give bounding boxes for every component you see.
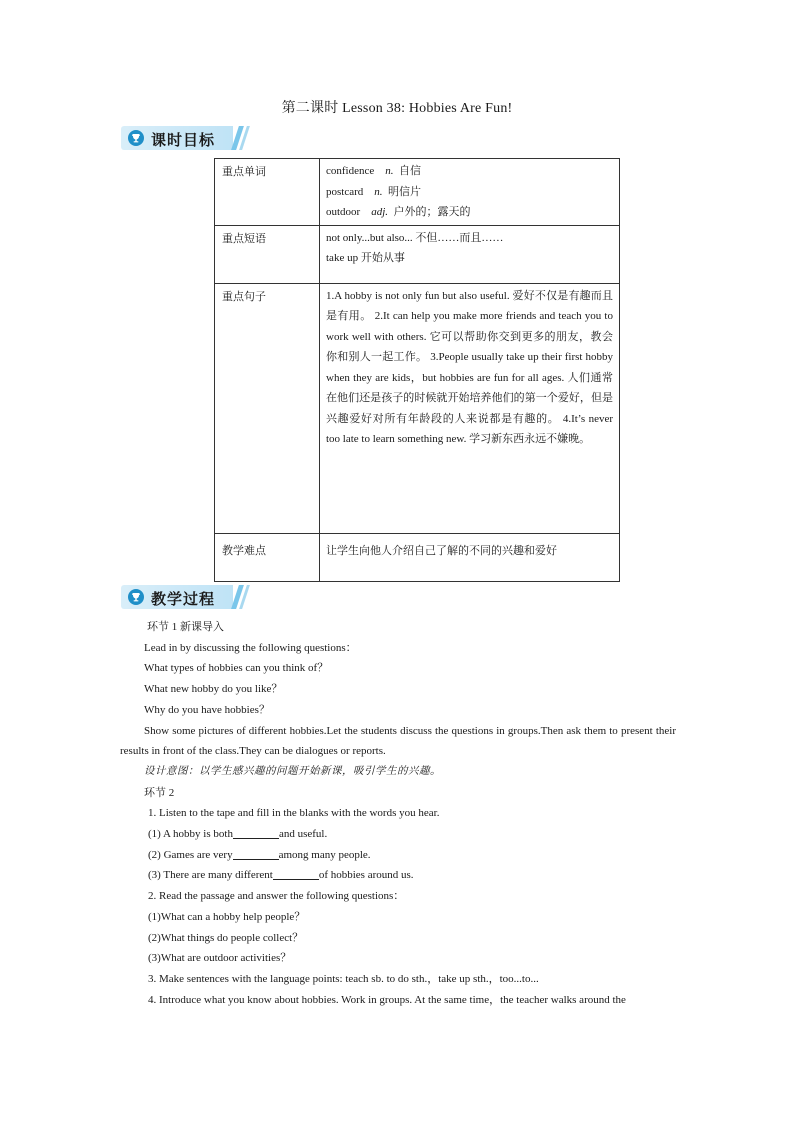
section-banner-process: [121, 585, 245, 609]
step2-title: 环节 2: [144, 786, 175, 799]
read-question: (2)What things do people collect？: [148, 931, 304, 944]
question: What types of hobbies can you think of？: [144, 662, 329, 675]
answer-blank: [233, 848, 279, 860]
lead-in: Lead in by discussing the following questions：: [144, 641, 357, 654]
blank-item: (3) There are many different of hobbies around us.: [148, 869, 414, 882]
table-row: [215, 225, 620, 283]
read-task: 2. Read the passage and answer the following questions：: [148, 890, 405, 903]
blank-item: (1) A hobby is both and useful.: [148, 828, 328, 841]
section-banner-goals: [121, 126, 245, 150]
row-value: 让学生向他人介绍自己了解的不同的兴趣和爱好: [320, 533, 620, 581]
table-row: [215, 283, 620, 533]
make-task: 3. Make sentences with the language points: teach sb. to do sth.，take up sth.，too...to...: [148, 972, 539, 985]
read-question: (3)What are outdoor activities？: [148, 952, 292, 965]
row-key: 重点句子: [215, 283, 320, 533]
design-intent: 设计意图：以学生感兴趣的问题开始新课，吸引学生的兴趣。: [144, 765, 441, 777]
row-key: 重点单词: [215, 159, 320, 226]
show-paragraph: Show some pictures of different hobbies.Let the students discuss the questions in groups.Then ask them to present their results in front of the class.They can be dialogues or reports.: [120, 724, 676, 758]
trophy-icon: [128, 130, 144, 146]
row-value: confidence n. 自信 postcard n. 明信片 outdoor adj. 户外的；露天的: [320, 159, 620, 226]
blank-item: (2) Games are very among many people.: [148, 848, 371, 861]
read-question: (1)What can a hobby help people？: [148, 910, 306, 923]
section-label-goals: 课时目标: [151, 131, 216, 149]
listen-task: 1. Listen to the tape and fill in the blanks with the words you hear.: [148, 807, 440, 820]
answer-blank: [273, 868, 319, 880]
answer-blank: [233, 827, 279, 839]
question: What new hobby do you like？: [144, 683, 283, 696]
section-label-process: 教学过程: [151, 590, 216, 608]
trophy-icon: [128, 589, 144, 605]
step1-title: 环节 1 新课导入: [147, 621, 224, 633]
row-key: 教学难点: [215, 533, 320, 581]
process-body: [120, 617, 676, 1010]
table-row: [215, 533, 620, 581]
page-title: 第二课时 Lesson 38: Hobbies Are Fun!: [281, 101, 513, 116]
row-key: 重点短语: [215, 225, 320, 283]
row-value: not only...but also... 不但……而且…… take up 开始从事: [320, 225, 620, 283]
table-row: [215, 159, 620, 226]
goals-table: [214, 158, 620, 582]
question: Why do you have hobbies？: [144, 703, 270, 716]
intro-task: 4. Introduce what you know about hobbies. Work in groups. At the same time，the teacher walks around the: [148, 993, 626, 1006]
row-value: 1.A hobby is not only fun but also useful. 爱好不仅是有趣而且是有用。 2.It can help you make more friends and teach you to work well with others. 它可以帮助你交到更多的朋友，教会你和别人一起工作。 3.People usually take up their first hobby when they are kids，but hobbies are fun for all ages. 人们通常在他们还是孩子的时候就开始培养他们的第一个爱好，但是兴趣爱好对所有年龄段的人来说都是有趣的。 4.It’s never too late to learn something new. 学习新东西永远不嫌晚。: [320, 283, 620, 533]
